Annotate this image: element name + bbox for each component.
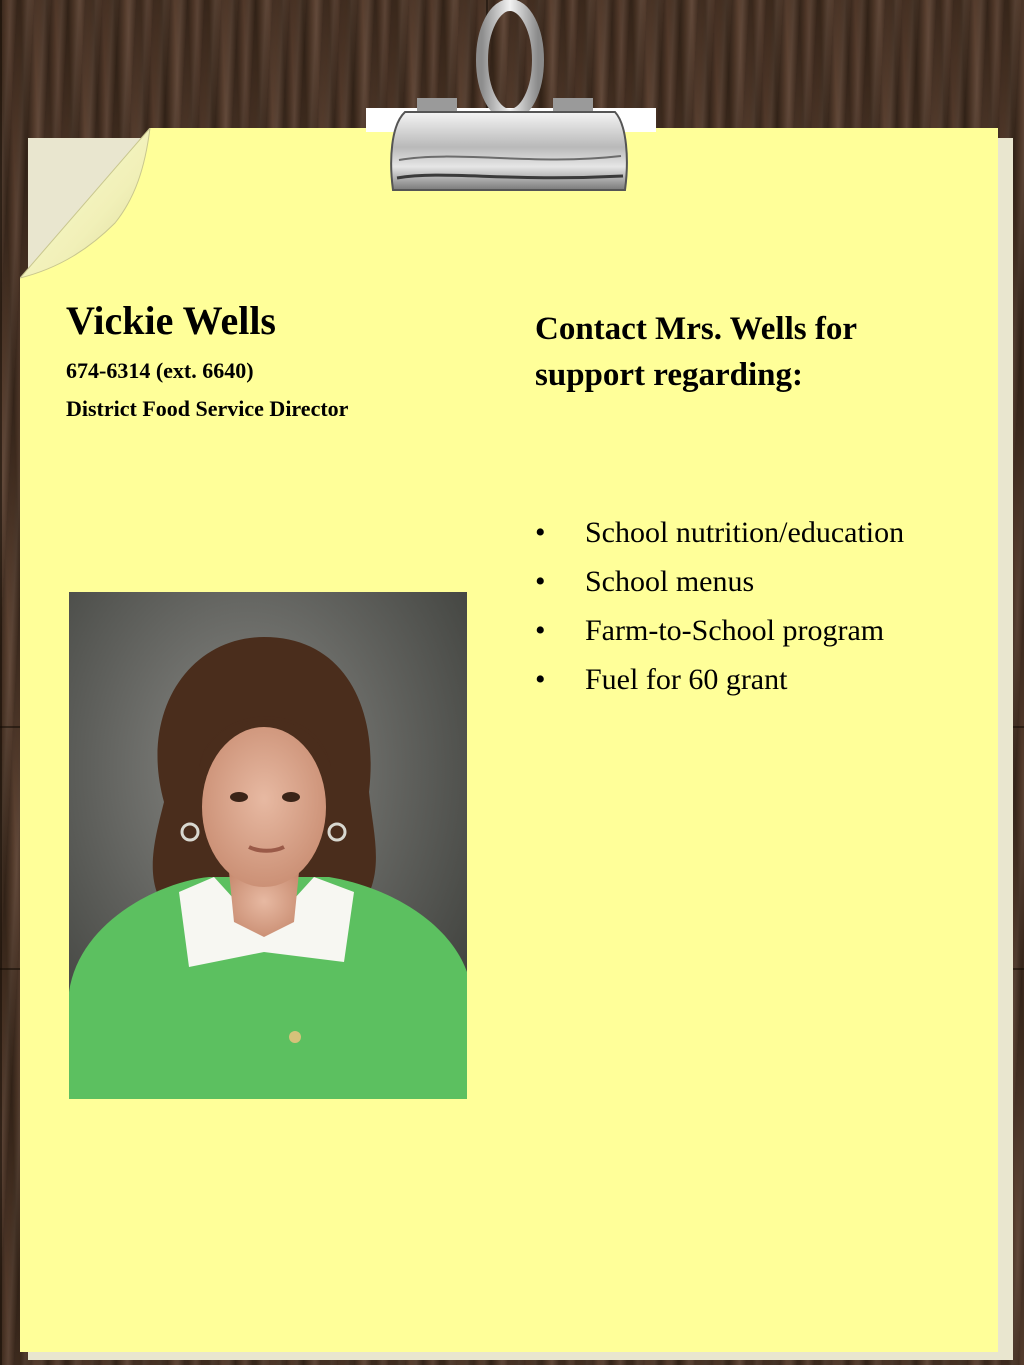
list-item <box>535 512 904 561</box>
page-curl <box>20 128 155 283</box>
bullet-icon: • <box>535 614 546 647</box>
list-item <box>535 659 904 708</box>
portrait-illustration <box>69 592 467 1099</box>
bullet-icon: • <box>535 516 546 549</box>
wood-seam <box>0 968 20 970</box>
topic-label: School nutrition/education <box>585 516 905 549</box>
job-title: District Food Service Director <box>66 396 349 421</box>
wood-seam <box>0 726 20 728</box>
binder-clip-icon <box>385 0 635 200</box>
phone-number: 674-6314 (ext. 6640) <box>66 358 254 383</box>
person-name: Vickie Wells <box>66 298 276 343</box>
topic-label: School menus <box>585 565 755 598</box>
portrait-photo <box>69 592 467 1099</box>
topic-label: Fuel for 60 grant <box>585 663 788 696</box>
topic-label: Farm-to-School program <box>585 614 885 647</box>
support-topics-list <box>535 512 904 708</box>
list-item <box>535 561 904 610</box>
bullet-icon: • <box>535 565 546 598</box>
contact-heading: Contact Mrs. Wells for support regarding: <box>535 311 857 393</box>
wood-seam <box>0 0 2 1365</box>
bullet-icon: • <box>535 663 546 696</box>
list-item <box>535 610 904 659</box>
